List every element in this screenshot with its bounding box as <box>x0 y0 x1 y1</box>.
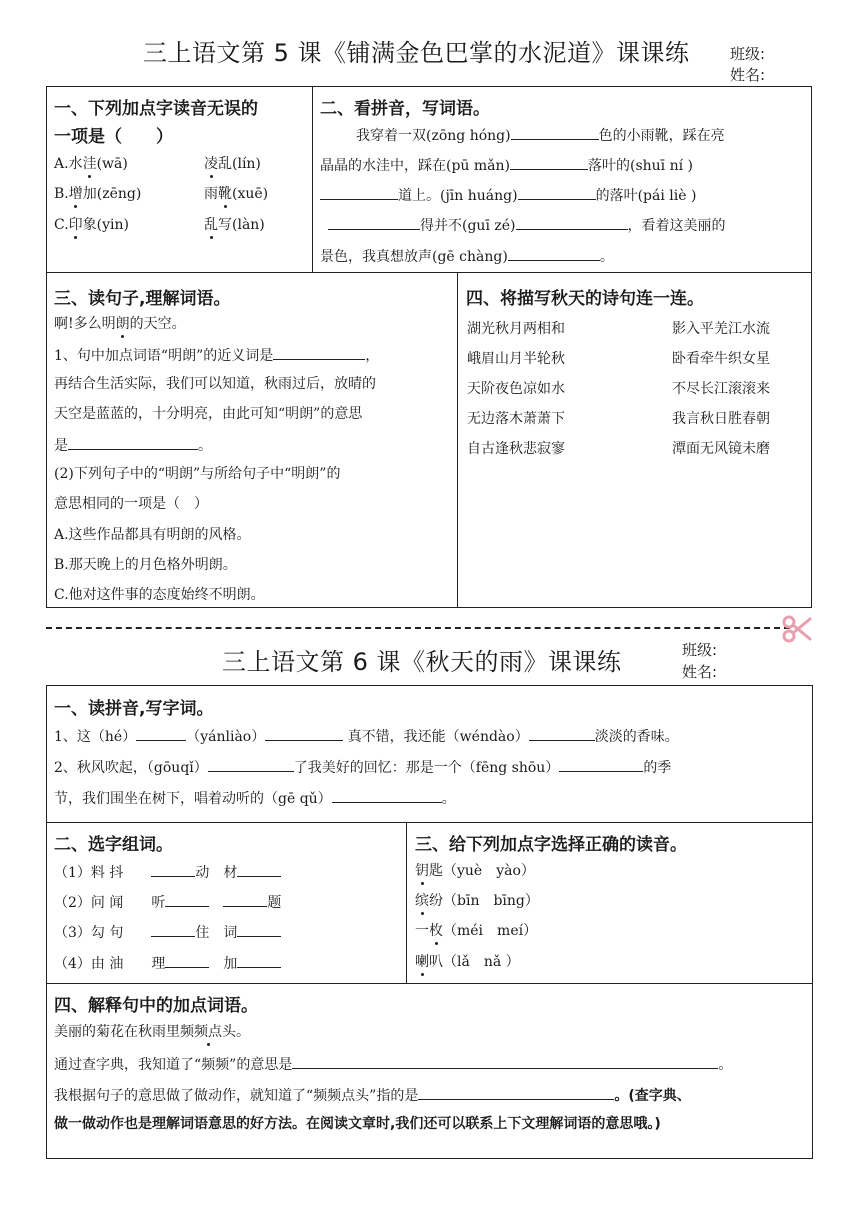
lesson5-q3-heading: 三、读句子,理解词语。 <box>54 289 231 309</box>
lesson6-name-label: 姓名: <box>682 663 718 681</box>
lesson6-q2-heading: 二、选字组词。 <box>54 835 173 855</box>
scissors-icon <box>782 614 812 644</box>
answer-blank[interactable] <box>529 725 595 741</box>
lesson6-q4-sentence: 美丽的菊花在秋雨里频频点头。 <box>54 1024 250 1040</box>
poem-line-left[interactable]: 天阶夜色凉如水 <box>467 381 565 397</box>
answer-blank[interactable] <box>508 245 600 261</box>
lesson5-q3-p3: 天空是蓝蓝的，十分明亮，由此可知“明朗”的意思 <box>54 406 363 422</box>
lesson5-q2-line2: 晶晶的水洼中，踩在(pū mǎn) 落叶的(shuī ní ) <box>320 154 693 176</box>
lesson6-title: 三上语文第 6 课《秋天的雨》课课练 <box>222 648 622 676</box>
answer-blank[interactable] <box>511 124 599 140</box>
answer-blank[interactable] <box>237 952 281 968</box>
lesson6-q1-line2: 2、秋风吹起，（gōuqǐ） 了我美好的回忆：那是一个（fēng shōu） 的季 <box>54 756 671 778</box>
lesson6-q2-row: （1）料 抖 动 材 <box>54 861 281 883</box>
answer-blank[interactable] <box>165 952 209 968</box>
lesson5-q1-option-c: C.印象(yin) <box>54 217 129 233</box>
poem-line-right[interactable]: 不尽长江滚滚来 <box>672 381 770 397</box>
lesson6-q4-line2: 通过查字典，我知道了“频频”的意思是 。 <box>54 1053 732 1075</box>
poem-line-left[interactable]: 无边落木萧萧下 <box>467 411 565 427</box>
lesson6-q4-tip: 做一做动作也是理解词语意思的好方法。在阅读文章时,我们还可以联系上下文理解词语的意思哦。) <box>54 1116 661 1132</box>
answer-blank[interactable] <box>292 1053 718 1069</box>
answer-blank[interactable] <box>265 725 343 741</box>
answer-blank[interactable] <box>516 214 628 230</box>
poem-line-left[interactable]: 自古逢秋悲寂寥 <box>467 441 565 457</box>
lesson6-q3-row: 喇叭（lǎ nǎ ） <box>415 954 520 970</box>
lesson5-q1-option-b2: 雨靴(xuē) <box>204 186 269 202</box>
lesson5-q3-option-c: C.他对这件事的态度始终不明朗。 <box>54 587 265 603</box>
answer-blank[interactable] <box>237 861 281 877</box>
lesson5-q2-line5: 景色，我真想放声(gē chàng) 。 <box>320 245 614 267</box>
lesson5-q3-p1: 1、句中加点词语“明朗”的近义词是 ， <box>54 344 379 366</box>
cut-line <box>46 627 790 629</box>
lesson5-q3-p5: (2)下列句子中的“明朗”与所给句子中“明朗”的 <box>54 466 341 482</box>
lesson6-q2-row: （2）问 闻 听 题 <box>54 891 281 913</box>
lesson5-q3-p2: 再结合生活实际，我们可以知道，秋雨过后，放晴的 <box>54 376 376 392</box>
lesson6-class-label: 班级: <box>682 641 718 659</box>
answer-blank[interactable] <box>328 214 420 230</box>
lesson5-q2-heading: 二、看拼音，写词语。 <box>320 99 490 119</box>
poem-line-right[interactable]: 潭面无风镜未磨 <box>672 441 770 457</box>
answer-blank[interactable] <box>418 1084 614 1100</box>
lesson5-q1-option-c2: 乱写(làn) <box>204 217 265 233</box>
lesson5-q1-option-a2: 凌乱(lín) <box>204 156 261 172</box>
answer-blank[interactable] <box>237 921 281 937</box>
answer-blank[interactable] <box>223 891 267 907</box>
lesson5-name-label: 姓名: <box>730 66 766 84</box>
lesson6-q2-row: （3）勾 句 住 词 <box>54 921 281 943</box>
poem-line-right[interactable]: 影入平羌江水流 <box>672 321 770 337</box>
answer-blank[interactable] <box>151 861 195 877</box>
lesson5-q1-option-b: B.增加(zēng) <box>54 186 142 202</box>
poem-line-left[interactable]: 湖光秋月两相和 <box>467 321 565 337</box>
poem-line-left[interactable]: 峨眉山月半轮秋 <box>467 351 565 367</box>
answer-blank[interactable] <box>208 756 294 772</box>
lesson6-q3-row: 缤纷（bīn bīng） <box>415 893 539 909</box>
answer-blank[interactable] <box>136 725 186 741</box>
answer-blank[interactable] <box>332 787 442 803</box>
lesson6-q4-heading: 四、解释句中的加点词语。 <box>54 996 258 1016</box>
lesson5-q3-p6: 意思相同的一项是（ ） <box>54 496 208 512</box>
answer-blank[interactable] <box>510 154 588 170</box>
lesson5-q2-line4: 得并不(guī zé) ，看着这美丽的 <box>328 214 726 236</box>
lesson5-q2-line3: 道上。(jīn huáng) 的落叶(pái liè ) <box>320 184 696 206</box>
lesson6-q1-line1: 1、这（hé） （yánliào） 真不错，我还能（wéndào） 淡淡的香味。 <box>54 725 679 747</box>
lesson6-q1-line3: 节，我们围坐在树下，唱着动听的（gē qǔ） 。 <box>54 787 456 809</box>
poem-left-list <box>467 314 565 464</box>
lesson5-q2-line1: 我穿着一双(zōng hóng) 色的小雨靴，踩在亮 <box>356 124 725 146</box>
lesson5-q1-option-a: A.水洼(wā) <box>54 156 128 172</box>
answer-blank[interactable] <box>559 756 643 772</box>
poem-line-right[interactable]: 我言秋日胜春朝 <box>672 411 770 427</box>
lesson5-class-label: 班级: <box>730 45 766 63</box>
answer-blank[interactable] <box>151 921 195 937</box>
answer-blank[interactable] <box>68 434 198 450</box>
lesson5-q1-heading2: 一项是（ ） <box>54 127 173 147</box>
lesson5-q3-p4: 是 。 <box>54 434 212 456</box>
lesson5-q4-heading: 四、将描写秋天的诗句连一连。 <box>466 289 704 309</box>
lesson6-q3-row: 一枚（méi meí） <box>415 923 538 939</box>
lesson6-q3-row: 钥匙（yuè yào） <box>415 863 535 879</box>
lesson6-q1-heading: 一、读拼音,写字词。 <box>54 699 214 719</box>
answer-blank[interactable] <box>518 184 596 200</box>
lesson5-q1-heading: 一、下列加点字读音无误的 <box>54 99 258 119</box>
lesson6-q4-line3: 我根据句子的意思做了做动作，就知道了“频频点头”指的是 。(查字典、 <box>54 1084 691 1106</box>
poem-right-list <box>672 314 770 464</box>
poem-line-right[interactable]: 卧看牵牛织女星 <box>672 351 770 367</box>
answer-blank[interactable] <box>165 891 209 907</box>
answer-blank[interactable] <box>320 184 398 200</box>
lesson5-q3-option-b: B.那天晚上的月色格外明朗。 <box>54 557 237 573</box>
lesson5-q3-sentence: 啊!多么明朗的天空。 <box>54 316 186 332</box>
lesson6-q2-row: （4）由 油 理 加 <box>54 952 281 974</box>
lesson5-title: 三上语文第 5 课《铺满金色巴掌的水泥道》课课练 <box>143 39 690 67</box>
lesson5-q3-option-a: A.这些作品都具有明朗的风格。 <box>54 527 251 543</box>
answer-blank[interactable] <box>273 344 365 360</box>
lesson6-q3-heading: 三、给下列加点字选择正确的读音。 <box>415 835 687 855</box>
